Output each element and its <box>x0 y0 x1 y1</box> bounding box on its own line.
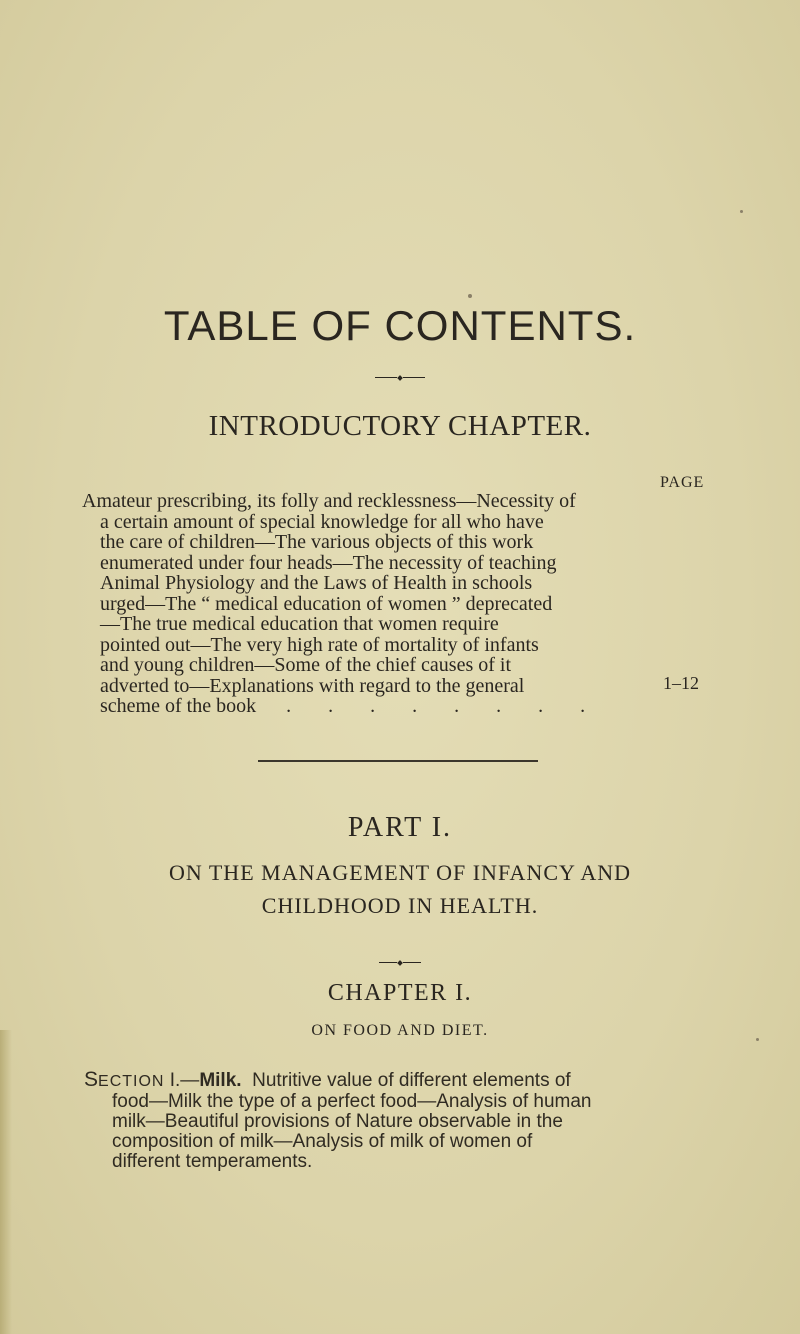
section-line: milk—Beautiful provisions of Nature observable in the <box>112 1111 563 1132</box>
section-first-line <box>84 1070 672 1092</box>
entry-line: enumerated under four heads—The necessity of teaching <box>100 551 557 574</box>
section-number: I.— <box>169 1070 200 1091</box>
ornament-divider <box>0 373 800 383</box>
section-line-text: Nutritive value of different elements of <box>252 1070 571 1091</box>
section-line: different temperaments. <box>112 1151 313 1172</box>
section-entry <box>84 1068 672 1172</box>
section-name: Milk. <box>199 1070 242 1091</box>
page-column-label: PAGE <box>660 474 705 491</box>
section-line: composition of milk—Analysis of milk of women of <box>112 1131 533 1152</box>
section-rule <box>258 760 538 762</box>
ornament-divider <box>0 958 800 968</box>
section-line: food—Milk the type of a perfect food—Analysis of human <box>112 1091 592 1112</box>
section-label-rest: ECTION <box>98 1073 165 1090</box>
part-subtitle-line1: ON THE MANAGEMENT OF INFANCY AND <box>168 860 632 885</box>
chapter-subtitle: ON FOOD AND DIET. <box>311 1022 489 1039</box>
entry-line-last <box>82 696 622 717</box>
entry-line: adverted to—Explanations with regard to the general <box>100 674 525 697</box>
paper-speck <box>740 210 743 213</box>
entry-line: the care of children—The various objects of this work <box>100 531 534 553</box>
entry-line: Animal Physiology and the Laws of Health in schools <box>100 572 533 594</box>
part-heading: PART I. <box>347 812 453 843</box>
page-reference: 1–12 <box>663 673 699 693</box>
entry-line: a certain amount of special knowledge for all who have <box>100 510 544 533</box>
introductory-entry <box>82 491 622 717</box>
entry-text: scheme of the book <box>100 695 257 717</box>
entry-line: pointed out—The very high rate of mortality of infants <box>100 633 539 656</box>
part-subtitle-line2: CHILDHOOD IN HEALTH. <box>261 893 539 918</box>
paper-speck <box>468 294 472 298</box>
introductory-heading: INTRODUCTORY CHAPTER. <box>208 410 592 442</box>
page-title: TABLE OF CONTENTS. <box>163 302 637 349</box>
entry-line: urged—The “ medical education of women ” deprecated <box>100 592 553 615</box>
section-label-initial: S <box>84 1068 99 1091</box>
chapter-heading: CHAPTER I. <box>327 980 473 1006</box>
page-edge-shadow <box>0 1030 12 1334</box>
entry-line: and young children—Some of the chief causes of it <box>100 654 511 676</box>
entry-line: Amateur prescribing, its folly and recklessness—Necessity of <box>82 490 576 512</box>
entry-line: —The true medical education that women require <box>100 613 499 635</box>
leader-dots: . . . . . . . . <box>286 695 602 717</box>
